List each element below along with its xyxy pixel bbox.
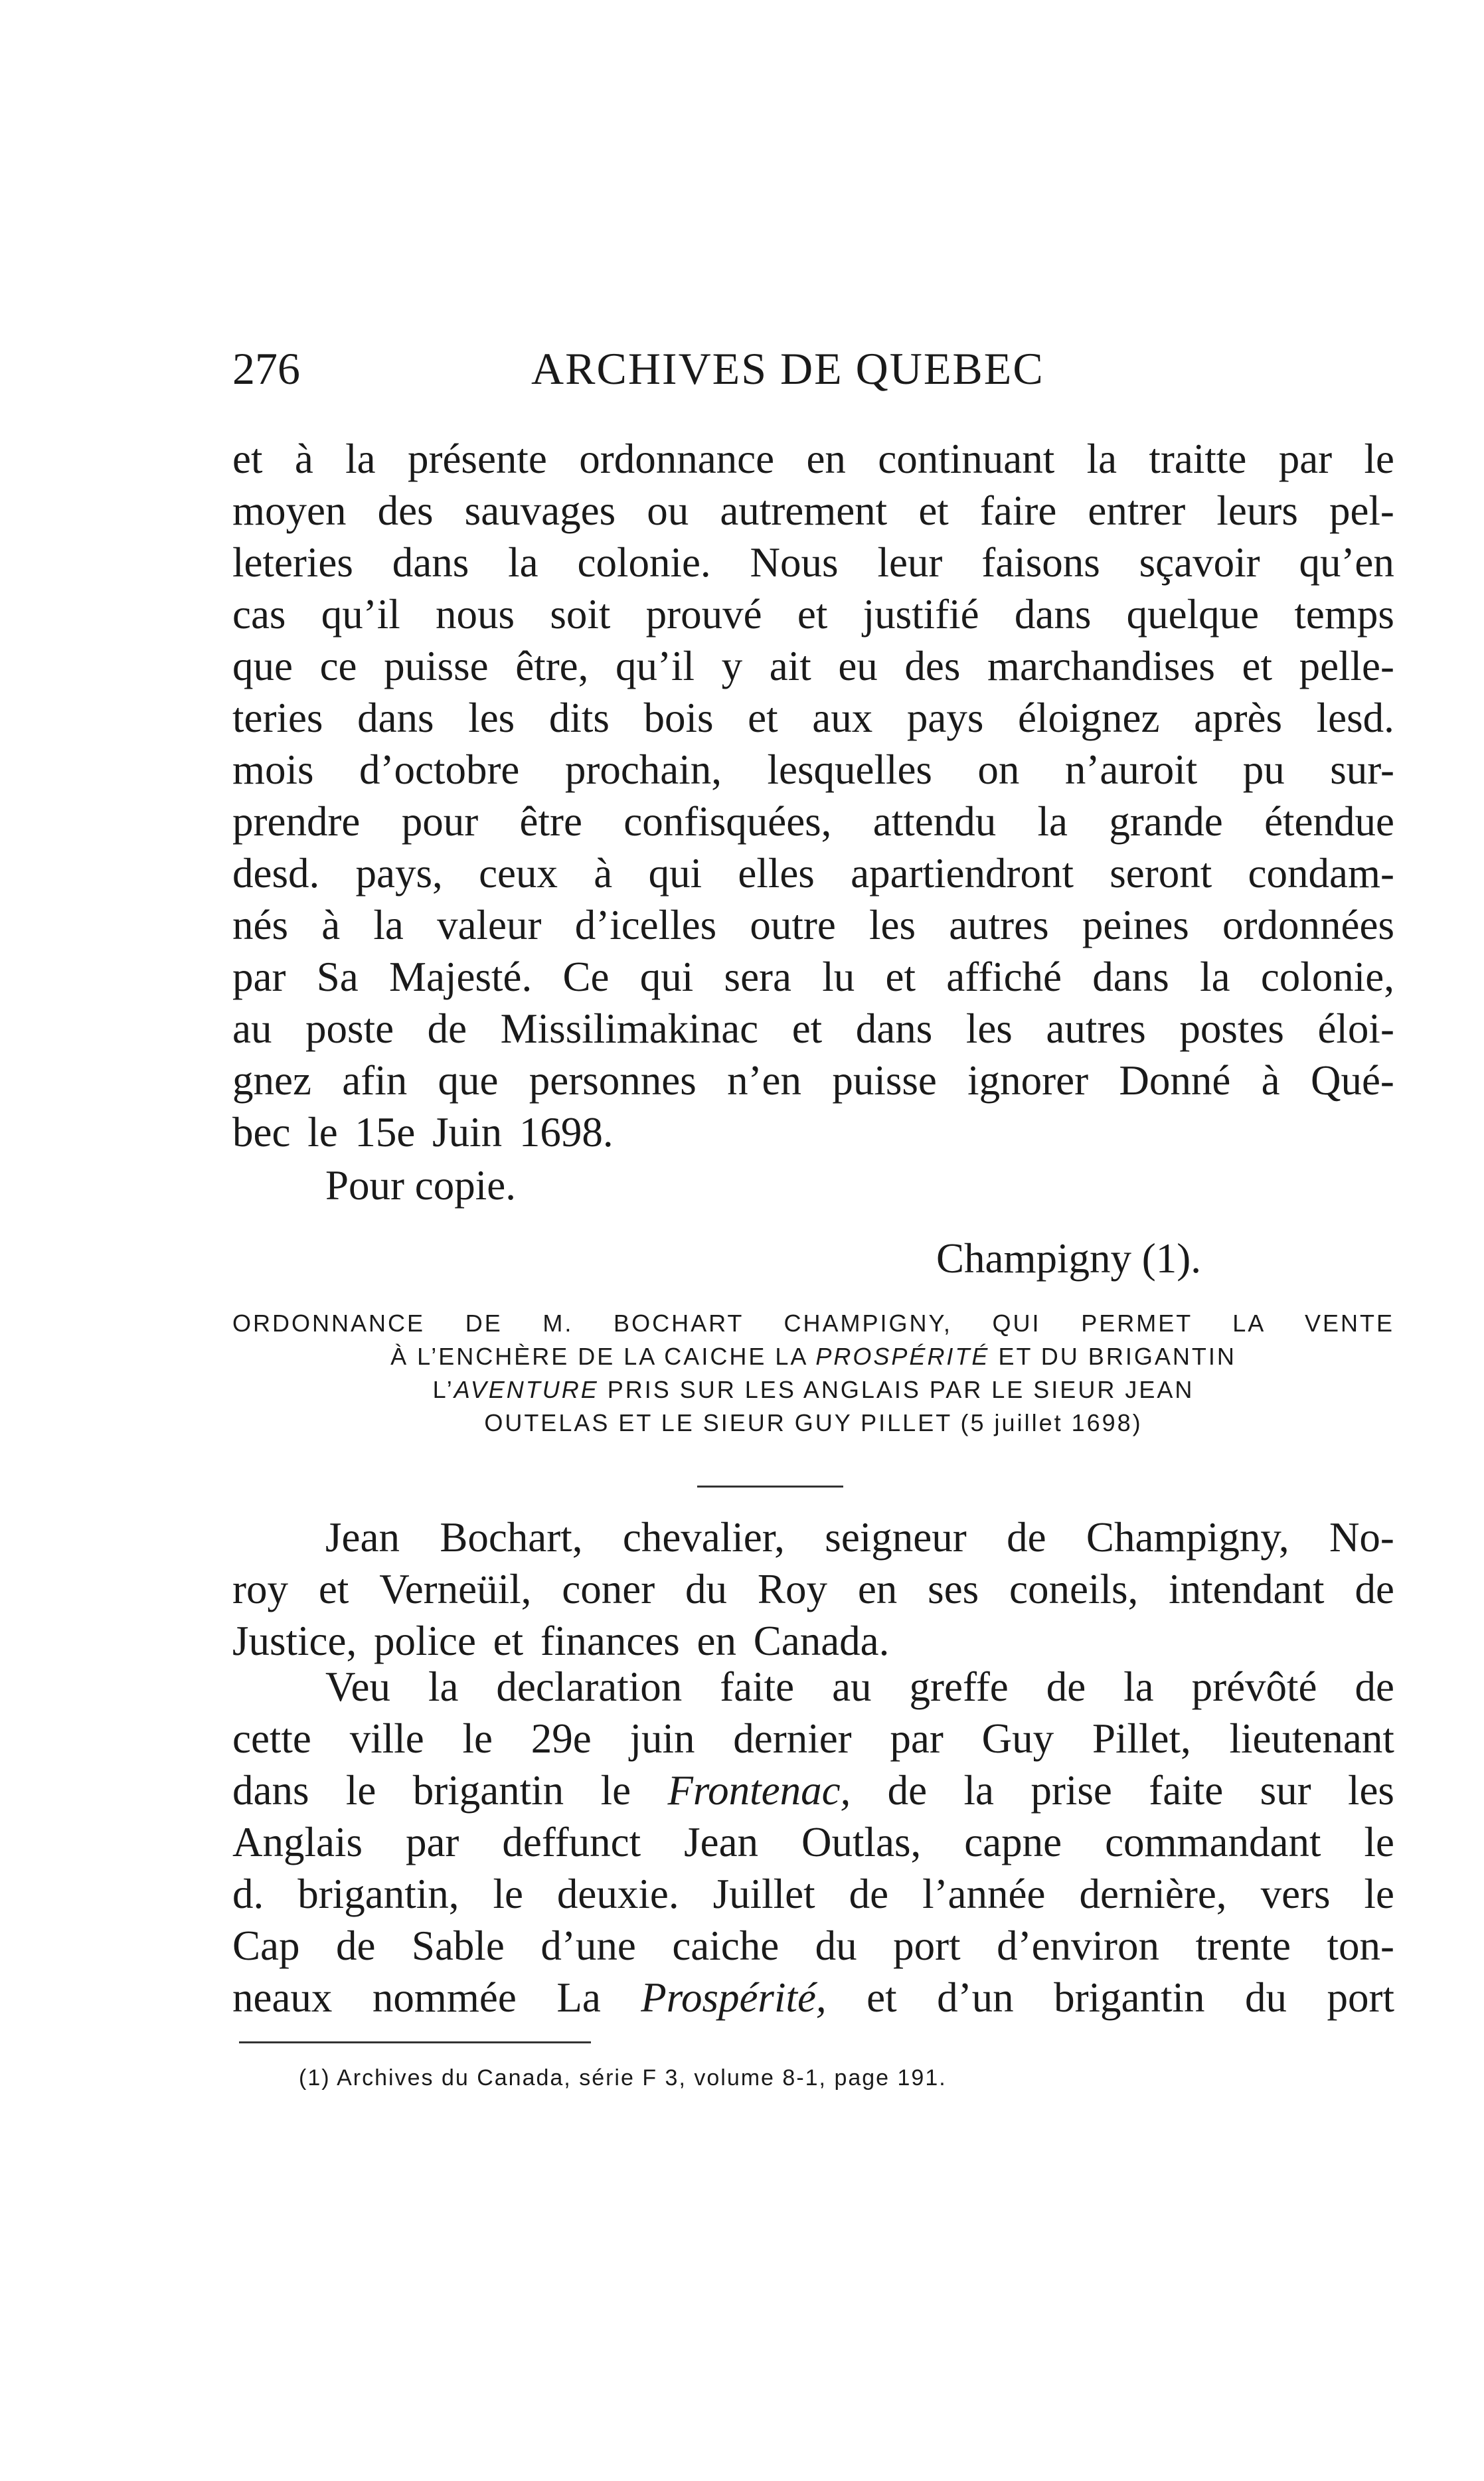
heading-line: L’AVENTURE PRIS SUR LES ANGLAIS PAR LE SIEUR JEAN xyxy=(432,1376,1195,1403)
text-line: teries dans les dits bois et aux pays éloignez après lesd. xyxy=(232,695,1394,741)
text-line: neaux nommée La Prospérité, et d’un brigantin du port xyxy=(232,1974,1394,2021)
text-line: par Sa Majesté. Ce qui sera lu et affiché dans la colonie, xyxy=(232,954,1394,1000)
text-line: d. brigantin, le deuxie. Juillet de l’année dernière, vers le xyxy=(232,1871,1394,1917)
text-line: Veu la declaration faite au greffe de la prévôté de xyxy=(325,1664,1394,1710)
text-line: Jean Bochart, chevalier, seigneur de Champigny, No- xyxy=(325,1514,1394,1561)
text-line: cas qu’il nous soit prouvé et justifié dans quelque temps xyxy=(232,591,1394,638)
text-line: dans le brigantin le Frontenac, de la prise faite sur les xyxy=(232,1767,1394,1814)
text-line: cette ville le 29e juin dernier par Guy Pillet, lieutenant xyxy=(232,1715,1394,1762)
signature-line: Champigny (1). xyxy=(936,1235,1201,1282)
running-head xyxy=(232,339,1394,398)
text-line: mois d’octobre prochain, lesquelles on n’auroit pu sur- xyxy=(232,746,1394,793)
text-line: Cap de Sable d’une caiche du port d’environ trente ton- xyxy=(232,1923,1394,1969)
text-line: Anglais par deffunct Jean Outlas, capne commandant le xyxy=(232,1819,1394,1865)
footnote: (1) Archives du Canada, série F 3, volume 8-1, page 191. xyxy=(299,2065,947,2091)
text-line: nés à la valeur d’icelles outre les autres peines ordonnées xyxy=(232,902,1394,948)
page-number: 276 xyxy=(232,343,300,394)
text-line: roy et Verneüil, coner du Roy en ses coneils, intendant de xyxy=(232,1566,1394,1612)
text-line: leteries dans la colonie. Nous leur faisons sçavoir qu’en xyxy=(232,539,1394,586)
heading-line: ORDONNANCE DE M. BOCHART CHAMPIGNY, QUI PERMET LA VENTE xyxy=(232,1310,1394,1337)
text-line: gnez afin que personnes n’en puisse ignorer Donné à Qué- xyxy=(232,1057,1394,1104)
heading-line: OUTELAS ET LE SIEUR GUY PILLET (5 juillet 1698) xyxy=(484,1409,1143,1436)
text-line: que ce puisse être, qu’il y ait eu des marchandises et pelle- xyxy=(232,643,1394,689)
running-title: ARCHIVES DE QUEBEC xyxy=(531,343,1044,394)
text-line: Justice, police et finances en Canada. xyxy=(232,1618,890,1664)
footnote-divider xyxy=(239,2041,591,2043)
text-line: moyen des sauvages ou autrement et faire entrer leurs pel- xyxy=(232,487,1394,534)
text-line: et à la présente ordonnance en continuant la traitte par le xyxy=(232,436,1394,482)
paragraph-intro xyxy=(232,1511,1394,1667)
text-line: bec le 15e Juin 1698. xyxy=(232,1109,614,1155)
section-divider xyxy=(697,1486,843,1488)
pour-copie-line: Pour copie. xyxy=(325,1162,516,1209)
text-line: prendre pour être confisquées, attendu la grande étendue xyxy=(232,798,1394,845)
text-line: desd. pays, ceux à qui elles apartiendront seront condam- xyxy=(232,850,1394,897)
heading-line: À L’ENCHÈRE DE LA CAICHE LA PROSPÉRITÉ ET DU BRIGANTIN xyxy=(390,1343,1236,1370)
ordinance-heading xyxy=(232,1307,1394,1440)
paragraph-veu xyxy=(232,1661,1394,2023)
text-line: au poste de Missilimakinac et dans les autres postes éloi- xyxy=(232,1005,1394,1052)
paragraph-continued xyxy=(232,433,1394,1158)
